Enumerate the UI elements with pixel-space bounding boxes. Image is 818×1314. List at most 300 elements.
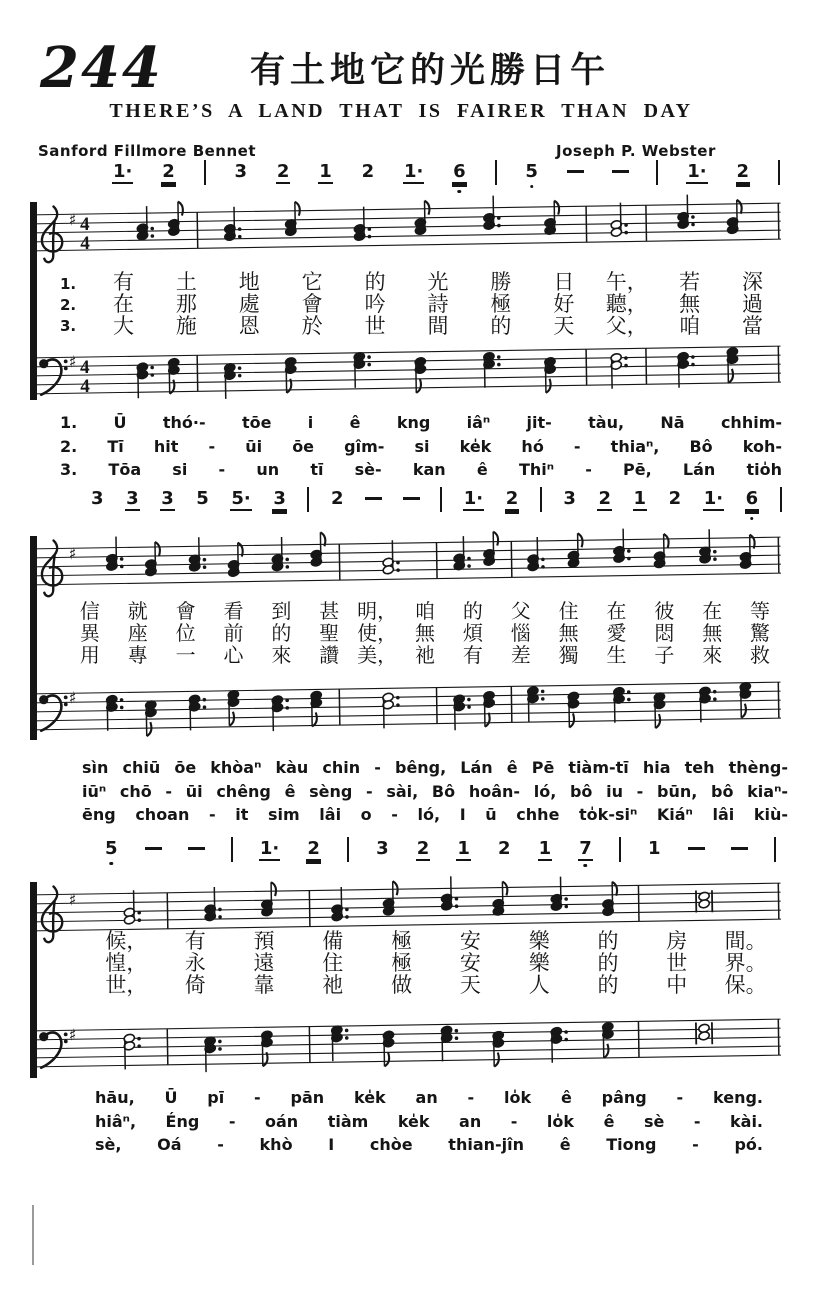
measure-barline bbox=[339, 544, 340, 580]
augmentation-dot bbox=[713, 550, 717, 554]
augmentation-dot bbox=[627, 549, 631, 553]
chinese-lyrics-system-3 bbox=[92, 930, 780, 996]
jianpu-number: 1· bbox=[259, 838, 280, 859]
lyric-char: 的 bbox=[597, 973, 619, 997]
lyric-char: 來 bbox=[271, 645, 292, 667]
lyric-char: 的 bbox=[597, 951, 619, 975]
lyric-char: 靠 bbox=[253, 973, 275, 997]
augmentation-dot bbox=[455, 1029, 459, 1033]
lyric-char: 天 bbox=[459, 973, 481, 997]
lyric-char: 候， bbox=[105, 929, 148, 953]
measure-barline bbox=[197, 355, 198, 391]
lyric-char: 就 bbox=[127, 601, 148, 623]
lyric-char: 極 bbox=[490, 292, 512, 316]
jianpu-number: 1· bbox=[113, 161, 133, 182]
jianpu-number: 2 bbox=[416, 838, 430, 859]
staff-line bbox=[33, 691, 781, 703]
jianpu-number: 3 bbox=[273, 488, 286, 509]
jianpu-number: 5 bbox=[196, 488, 209, 509]
lyric-char: 的 bbox=[364, 270, 386, 294]
jianpu-octave-dot bbox=[530, 185, 534, 189]
measure-barline bbox=[778, 682, 779, 718]
augmentation-dot bbox=[218, 1047, 222, 1051]
lyric-char: 咱 bbox=[414, 601, 435, 623]
lyric-char: 在 bbox=[112, 292, 134, 316]
lyric-char: 煩 bbox=[462, 623, 483, 645]
augmentation-dot bbox=[285, 558, 289, 562]
jianpu-number: 3 bbox=[161, 488, 174, 509]
lyric-char: 日 bbox=[553, 270, 575, 294]
lyric-char: 在 bbox=[606, 601, 627, 623]
chinese-lyrics-system-1 bbox=[92, 271, 784, 337]
jianpu-number: 2 bbox=[276, 161, 290, 182]
bass-clef-dot bbox=[64, 366, 68, 370]
lyric-char: 使， bbox=[357, 623, 398, 645]
measure-barline bbox=[309, 1027, 310, 1063]
lyric-char: 它 bbox=[301, 270, 323, 294]
lyric-line: hiâⁿ, Éng - oán tiàm ke̍k an - lo̍k ê sè - kài. bbox=[95, 1111, 763, 1131]
jianpu-dash bbox=[731, 847, 748, 850]
lyric-char: 無 bbox=[558, 623, 579, 645]
jianpu-number: 2 bbox=[505, 488, 519, 509]
lyric-char: 世 bbox=[666, 951, 688, 975]
augmentation-dot bbox=[367, 363, 371, 367]
measure-barline bbox=[167, 893, 168, 929]
verse-number: 1. bbox=[60, 275, 77, 293]
sharp-icon: ♯ bbox=[68, 1025, 77, 1045]
measure-barline bbox=[646, 205, 647, 241]
lyric-char: 明， bbox=[357, 601, 398, 623]
jianpu-barline bbox=[307, 487, 309, 512]
staff-line bbox=[33, 382, 781, 394]
jianpu-number: 2 bbox=[361, 161, 375, 182]
augmentation-dot bbox=[713, 557, 717, 561]
jianpu-number: 1 bbox=[633, 488, 647, 509]
staff-line bbox=[33, 1037, 781, 1049]
lyric-char: 中 bbox=[666, 973, 688, 997]
lyric-char: 當 bbox=[742, 314, 764, 338]
time-signature-denominator: 4 bbox=[80, 232, 90, 255]
lyric-char: 差 bbox=[510, 645, 531, 667]
measure-barline bbox=[778, 1019, 779, 1055]
lyric-char: 做 bbox=[391, 973, 413, 997]
lyric-char: 有 bbox=[462, 645, 483, 667]
measure-barline bbox=[778, 203, 779, 239]
time-signature-numerator: 4 bbox=[79, 356, 90, 379]
jianpu-number: 6 bbox=[745, 489, 760, 511]
lyric-char: 的 bbox=[271, 623, 292, 645]
staff-line bbox=[33, 212, 781, 224]
jianpu-number: 1 bbox=[319, 161, 332, 182]
sharp-icon: ♯ bbox=[68, 210, 77, 230]
augmentation-dot bbox=[627, 698, 631, 702]
staff-line bbox=[33, 1046, 781, 1058]
lyric-char: 處 bbox=[238, 292, 260, 316]
lyric-char: 界。 bbox=[724, 951, 767, 975]
augmentation-dot bbox=[497, 355, 501, 359]
lyric-char: 等 bbox=[750, 601, 771, 623]
jianpu-barline bbox=[780, 487, 782, 512]
staff-line bbox=[33, 1055, 781, 1067]
title-chinese: 有土地它的光勝日午 bbox=[249, 51, 610, 90]
lyric-char: 恩 bbox=[238, 314, 260, 338]
staff-line bbox=[33, 1019, 781, 1031]
augmentation-dot bbox=[455, 904, 459, 908]
lyric-char: 子 bbox=[654, 645, 675, 667]
chinese-lyrics-system-2 bbox=[66, 601, 784, 667]
lyric-char: 過 bbox=[742, 292, 764, 316]
lyric-char: 生 bbox=[606, 645, 627, 667]
lyric-char: 極 bbox=[391, 951, 413, 975]
lyric-char: 愛 bbox=[606, 623, 627, 645]
lyric-char: 無 bbox=[414, 623, 435, 645]
augmentation-dot bbox=[691, 223, 695, 227]
augmentation-dot bbox=[151, 234, 155, 238]
sharp-icon: ♯ bbox=[68, 688, 77, 708]
augmentation-dot bbox=[396, 568, 400, 572]
lyric-char: 惱 bbox=[510, 623, 531, 645]
jianpu-number: 5· bbox=[231, 488, 251, 509]
lyric-char: 悶 bbox=[654, 623, 675, 645]
jianpu-barline bbox=[231, 837, 233, 862]
augmentation-dot bbox=[345, 1029, 349, 1033]
bass-clef-dot bbox=[64, 1032, 68, 1036]
jianpu-dash bbox=[365, 497, 382, 500]
measure-barline bbox=[197, 212, 198, 248]
time-signature-numerator: 4 bbox=[79, 213, 90, 236]
measure-barline bbox=[638, 885, 639, 921]
lyric-char: 施 bbox=[175, 314, 197, 338]
lyric-char: 的 bbox=[490, 314, 512, 338]
lyric-char: 甚 bbox=[319, 601, 340, 623]
bass-clef-icon bbox=[41, 1032, 62, 1067]
lyric-char: 前 bbox=[223, 623, 244, 645]
jianpu-number: 3 bbox=[91, 488, 104, 509]
augmentation-dot bbox=[497, 224, 501, 228]
jianpu-number: 1· bbox=[463, 488, 484, 509]
measure-barline bbox=[778, 537, 779, 573]
lyric-char: 間。 bbox=[724, 929, 767, 953]
jianpu-number: 2 bbox=[162, 161, 175, 182]
augmentation-dot bbox=[368, 235, 372, 239]
augmentation-dot bbox=[218, 908, 222, 912]
scan-artifact-line bbox=[32, 1205, 34, 1265]
augmentation-dot bbox=[691, 215, 695, 219]
lyric-char: 會 bbox=[301, 292, 323, 316]
lyric-char: 信 bbox=[79, 601, 100, 623]
lyric-char: 異 bbox=[79, 623, 100, 645]
lyric-char: 救 bbox=[750, 645, 771, 667]
lyric-char: 座 bbox=[127, 623, 148, 645]
title-english: THERE’S A LAND THAT IS FAIRER THAN DAY bbox=[109, 100, 693, 122]
lyric-char: 聖 bbox=[319, 623, 340, 645]
augmentation-dot bbox=[120, 706, 124, 710]
augmentation-dot bbox=[203, 558, 207, 562]
lyric-char: 心 bbox=[223, 645, 244, 667]
lyric-line: sìn chiū ōe khòaⁿ kàu chin - bêng, Lán ê Pē tiàm-tī hia teh thèng- bbox=[82, 758, 788, 777]
lyric-char: 用 bbox=[79, 645, 100, 667]
lyric-line: 3. Tōa si - un tī sè- kan ê Thiⁿ - Pē, Lán tio̍h bbox=[60, 460, 782, 479]
staff-line bbox=[33, 709, 781, 721]
lyric-line: hāu, Ū pī - pān ke̍k an - lo̍k ê pâng - keng. bbox=[95, 1088, 763, 1107]
measure-barline bbox=[436, 688, 437, 724]
augmentation-dot bbox=[238, 227, 242, 231]
lyric-char: 專 bbox=[127, 645, 148, 667]
augmentation-dot bbox=[541, 690, 545, 694]
jianpu-dash bbox=[688, 847, 705, 850]
augmentation-dot bbox=[691, 355, 695, 359]
augmentation-dot bbox=[285, 706, 289, 710]
jianpu-number: 3 bbox=[376, 838, 389, 859]
augmentation-dot bbox=[564, 897, 568, 901]
bass-clef-dot bbox=[64, 695, 68, 699]
lyric-char: 倚 bbox=[184, 973, 206, 997]
lyric-char: 那 bbox=[175, 292, 197, 316]
staff-line bbox=[33, 883, 781, 895]
augmentation-dot bbox=[541, 558, 545, 562]
lyric-char: 讚 bbox=[319, 645, 340, 667]
measure-barline bbox=[586, 206, 587, 242]
time-signature-denominator: 4 bbox=[80, 375, 90, 398]
sharp-icon: ♯ bbox=[68, 890, 77, 910]
jianpu-number: 3 bbox=[126, 488, 139, 509]
jianpu-octave-dot bbox=[750, 517, 754, 521]
lyric-char: 祂 bbox=[322, 973, 344, 997]
measure-barline bbox=[309, 891, 310, 927]
augmentation-dot bbox=[203, 705, 207, 709]
jianpu-number: 1 bbox=[538, 838, 552, 859]
staff-line bbox=[33, 346, 781, 358]
augmentation-dot bbox=[286, 565, 290, 569]
lyric-char: 惶， bbox=[105, 951, 148, 975]
jianpu-barline bbox=[619, 837, 621, 862]
lyric-char: 有 bbox=[184, 929, 206, 953]
staff-line bbox=[33, 892, 781, 904]
lyric-char: 來 bbox=[702, 645, 723, 667]
lyric-char: 於 bbox=[301, 314, 323, 338]
lyricist-credit: Sanford Fillmore Bennet bbox=[38, 142, 256, 160]
lyric-char: 世， bbox=[105, 973, 148, 997]
staff-line bbox=[33, 203, 781, 215]
lyric-char: 看 bbox=[223, 601, 244, 623]
augmentation-dot bbox=[367, 355, 371, 359]
augmentation-dot bbox=[713, 697, 717, 701]
lyric-char: 天 bbox=[553, 314, 575, 338]
lyric-char: 位 bbox=[175, 623, 196, 645]
staff-line bbox=[33, 573, 781, 585]
augmentation-dot bbox=[218, 915, 222, 919]
jianpu-number: 1· bbox=[687, 161, 707, 182]
augmentation-dot bbox=[203, 565, 207, 569]
lyric-char: 吟 bbox=[364, 292, 386, 316]
jianpu-number: 2 bbox=[668, 488, 682, 509]
jianpu-barline bbox=[656, 160, 658, 185]
lyric-char: 安 bbox=[459, 951, 481, 975]
jianpu-number: 1 bbox=[647, 838, 661, 859]
jianpu-number: 5 bbox=[524, 162, 539, 182]
augmentation-dot bbox=[345, 915, 349, 919]
jianpu-number: 2 bbox=[736, 161, 750, 182]
augmentation-dot bbox=[564, 905, 568, 909]
augmentation-dot bbox=[396, 696, 400, 700]
lyric-line: iūⁿ chō - ūi chêng ê sèng - sài, Bô hoân- ló, bô iu - būn, bô kiaⁿ- bbox=[82, 781, 788, 801]
romanized-lyrics-system-3 bbox=[95, 1086, 763, 1157]
jianpu-barline bbox=[774, 837, 776, 862]
jianpu-barline bbox=[495, 160, 497, 185]
lyric-char: 光 bbox=[427, 270, 449, 294]
bass-clef-dot bbox=[64, 702, 68, 706]
lyric-line: 1. Ū thó·- tōe i ê kng iâⁿ jit- tàu, Nā chhim- bbox=[60, 413, 782, 432]
lyric-char: 會 bbox=[175, 601, 196, 623]
lyric-char: 在 bbox=[702, 601, 723, 623]
romanized-lyrics-system-2 bbox=[82, 756, 788, 827]
staff-line bbox=[33, 682, 781, 694]
measure-barline bbox=[646, 348, 647, 384]
measure-barline bbox=[586, 349, 587, 385]
staff-line bbox=[33, 901, 781, 913]
lyric-char: 驚 bbox=[750, 623, 771, 645]
lyric-char: 祂 bbox=[414, 645, 435, 667]
jianpu-line-2 bbox=[90, 489, 782, 523]
jianpu-number: 7 bbox=[578, 839, 593, 861]
staff-line bbox=[33, 718, 781, 730]
lyric-char: 聽， bbox=[605, 292, 648, 316]
jianpu-number: 1· bbox=[403, 161, 424, 182]
augmentation-dot bbox=[150, 227, 154, 231]
jianpu-number: 3 bbox=[563, 488, 576, 509]
augmentation-dot bbox=[455, 1036, 459, 1040]
jianpu-number: 2 bbox=[598, 488, 611, 509]
jianpu-number: 2 bbox=[330, 488, 344, 509]
bass-clef-dot bbox=[64, 359, 68, 363]
jianpu-octave-dot bbox=[584, 864, 588, 868]
lyric-line: 2. Tī hit - ūi ōe gîm- si ke̍k hó - thiaⁿ, Bô koh- bbox=[60, 436, 782, 456]
lyric-char: 詩 bbox=[427, 292, 449, 316]
sharp-icon: ♯ bbox=[68, 352, 77, 372]
jianpu-dash bbox=[567, 170, 584, 173]
lyric-char: 世 bbox=[364, 314, 386, 338]
sharp-icon: ♯ bbox=[68, 544, 77, 564]
measure-barline bbox=[511, 686, 512, 722]
jianpu-number: 2 bbox=[307, 838, 320, 859]
jianpu-barline bbox=[440, 487, 442, 512]
lyric-char: 房 bbox=[666, 929, 688, 953]
lyric-char: 安 bbox=[459, 929, 481, 953]
romanized-lyrics-system-1 bbox=[60, 411, 782, 482]
lyric-char: 住 bbox=[558, 601, 579, 623]
lyric-char: 極 bbox=[391, 929, 413, 953]
jianpu-barline bbox=[347, 837, 349, 862]
lyric-char: 好 bbox=[553, 292, 575, 316]
lyric-char: 大 bbox=[112, 314, 134, 338]
bass-clef-icon bbox=[41, 359, 62, 394]
jianpu-number: 1· bbox=[703, 488, 724, 509]
hymn-number: 244 bbox=[40, 35, 163, 101]
measure-barline bbox=[511, 541, 512, 577]
augmentation-dot bbox=[467, 564, 471, 568]
augmentation-dot bbox=[624, 231, 628, 235]
jianpu-barline bbox=[540, 487, 542, 512]
lyric-char: 若 bbox=[679, 270, 701, 294]
jianpu-barline bbox=[778, 160, 780, 185]
augmentation-dot bbox=[541, 697, 545, 701]
augmentation-dot bbox=[345, 1036, 349, 1040]
lyric-char: 深 bbox=[742, 270, 764, 294]
lyric-char: 永 bbox=[184, 951, 206, 975]
lyric-char: 午， bbox=[605, 270, 648, 294]
lyric-char: 美， bbox=[357, 645, 398, 667]
lyric-char: 間 bbox=[427, 314, 449, 338]
augmentation-dot bbox=[467, 698, 471, 702]
augmentation-dot bbox=[497, 363, 501, 367]
jianpu-barline bbox=[204, 160, 206, 185]
jianpu-octave-dot bbox=[110, 862, 114, 866]
augmentation-dot bbox=[137, 1037, 141, 1041]
augmentation-dot bbox=[120, 557, 124, 561]
lyric-char: 人 bbox=[528, 973, 550, 997]
bass-clef-dot bbox=[64, 1039, 68, 1043]
augmentation-dot bbox=[150, 366, 154, 370]
lyric-char: 保。 bbox=[724, 973, 767, 997]
lyric-line: sè, Oá - khò I chòe thian-jîn ê Tiong - pó. bbox=[95, 1135, 763, 1154]
jianpu-dash bbox=[403, 497, 420, 500]
lyric-char: 的 bbox=[597, 929, 619, 953]
augmentation-dot bbox=[467, 705, 471, 709]
lyric-char: 彼 bbox=[654, 601, 675, 623]
note-chord bbox=[698, 899, 710, 909]
lyric-char: 住 bbox=[322, 951, 344, 975]
bass-staff-system-2 bbox=[32, 666, 781, 764]
composer-credit: Joseph P. Webster bbox=[556, 142, 716, 160]
jianpu-number: 3 bbox=[234, 161, 247, 182]
lyric-char: 地 bbox=[238, 270, 260, 294]
augmentation-dot bbox=[238, 235, 242, 239]
verse-numbers bbox=[60, 274, 76, 337]
jianpu-number: 1 bbox=[457, 838, 470, 859]
augmentation-dot bbox=[238, 374, 242, 378]
verse-number: 3. bbox=[60, 317, 77, 335]
measure-barline bbox=[436, 543, 437, 579]
lyric-char: 獨 bbox=[558, 645, 579, 667]
lyric-char: 樂 bbox=[528, 951, 550, 975]
augmentation-dot bbox=[713, 690, 717, 694]
jianpu-number: 5 bbox=[104, 839, 119, 859]
jianpu-number: 6 bbox=[452, 162, 467, 184]
jianpu-dash bbox=[612, 170, 629, 173]
augmentation-dot bbox=[203, 698, 207, 702]
lyric-char: 預 bbox=[253, 929, 275, 953]
jianpu-dash bbox=[188, 847, 205, 850]
measure-barline bbox=[778, 883, 779, 919]
augmentation-dot bbox=[564, 1030, 568, 1034]
measure-barline bbox=[638, 1021, 639, 1057]
measure-barline bbox=[778, 346, 779, 382]
augmentation-dot bbox=[238, 366, 242, 370]
jianpu-dash bbox=[145, 847, 162, 850]
lyric-char: 咱 bbox=[679, 314, 701, 338]
staff-line bbox=[33, 239, 781, 251]
verse-number: 2. bbox=[60, 296, 77, 314]
augmentation-dot bbox=[137, 918, 141, 922]
note-chord bbox=[698, 1031, 710, 1041]
lyric-char: 有 bbox=[112, 270, 134, 294]
staff-line bbox=[33, 910, 781, 922]
staff-line bbox=[33, 1028, 781, 1040]
lyric-char: 一 bbox=[175, 645, 196, 667]
lyric-char: 無 bbox=[679, 292, 701, 316]
lyric-char: 無 bbox=[702, 623, 723, 645]
lyric-char: 遠 bbox=[253, 951, 275, 975]
